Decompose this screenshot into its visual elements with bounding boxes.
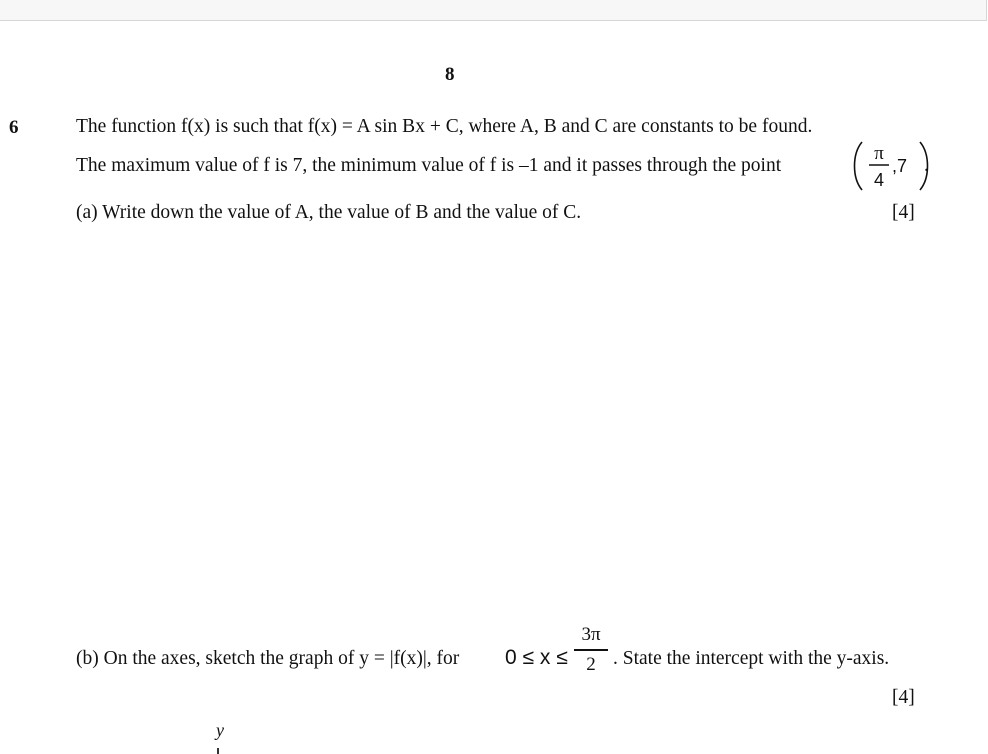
part-a-text: (a) Write down the value of A, the value of B and the value of C. bbox=[76, 202, 582, 223]
point-y-value: ,7 bbox=[892, 156, 908, 176]
part-b-fraction bbox=[574, 624, 608, 684]
left-parenthesis bbox=[855, 142, 863, 190]
part-b-inequality: 0 ≤ x ≤ bbox=[505, 646, 568, 669]
y-axis-label: y bbox=[216, 720, 224, 740]
part-b-marks: [4] bbox=[892, 687, 915, 708]
part-b-fraction-denominator: 2 bbox=[586, 653, 596, 675]
point-x-numerator: π bbox=[874, 143, 884, 164]
part-b-suffix: . State the intercept with the y-axis. bbox=[613, 648, 890, 669]
question-number: 6 bbox=[9, 117, 19, 138]
question-stem-line2: The maximum value of f is 7, the minimum value of f is –1 and it passes through the point bbox=[76, 155, 782, 176]
top-toolbar-strip bbox=[0, 0, 987, 21]
question-stem-line1: The function f(x) is such that f(x) = A sin Bx + C, where A, B and C are constants to be found. bbox=[76, 116, 813, 137]
y-axis-arrow bbox=[217, 748, 219, 754]
point-coordinates bbox=[850, 140, 934, 196]
part-a-marks: [4] bbox=[892, 202, 915, 223]
sentence-period: . bbox=[924, 155, 929, 176]
point-x-denominator: 4 bbox=[873, 170, 885, 190]
part-b-text: (b) On the axes, sketch the graph of y = |f(x)|, for bbox=[76, 648, 460, 669]
page-number: 8 bbox=[445, 64, 455, 85]
part-b-fraction-numerator: 3π bbox=[581, 624, 601, 645]
part-b-fraction-bar bbox=[574, 649, 608, 651]
